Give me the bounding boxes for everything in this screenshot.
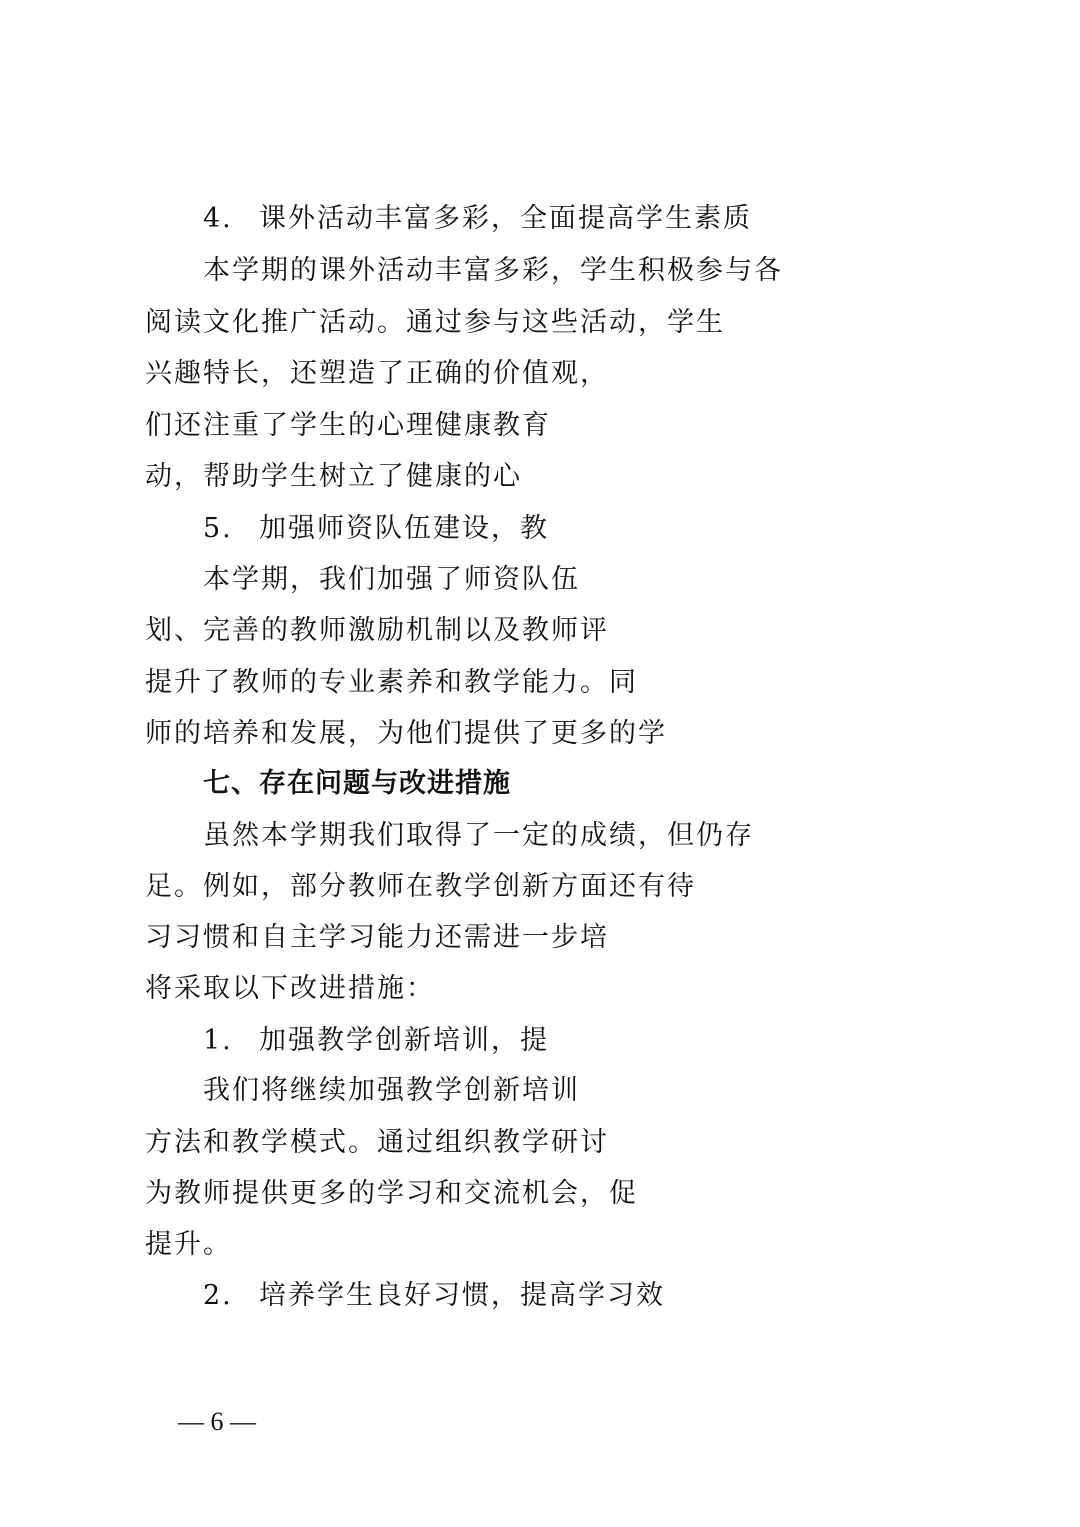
subheading-4 [203, 202, 752, 236]
paragraph-line: 师的培养和发展，为他们提供了更多的学 [145, 718, 667, 749]
item-number: 5. [203, 513, 233, 544]
paragraph-line: 习习惯和自主学习能力还需进一步培 [145, 922, 609, 953]
page-number: — 6 — [178, 1407, 256, 1436]
paragraph-line: 们还注重了学生的心理健康教育 [145, 410, 551, 441]
subheading-5 [203, 512, 549, 546]
subheading-2 [203, 1279, 665, 1313]
item-number: 4. [203, 203, 233, 234]
paragraph-line: 虽然本学期我们取得了一定的成绩，但仍存 [203, 820, 754, 851]
paragraph-line: 兴趣特长，还塑造了正确的价值观， [145, 358, 609, 389]
paragraph-line: 提升。 [145, 1229, 232, 1260]
subheading-1 [203, 1024, 549, 1058]
paragraph-line: 提升了教师的专业素养和教学能力。同 [145, 667, 638, 698]
paragraph-line: 足。例如，部分教师在教学创新方面还有待 [145, 871, 696, 902]
subheading-text: 加强教学创新培训，提 [259, 1025, 549, 1056]
paragraph-line: 动，帮助学生树立了健康的心 [145, 461, 522, 492]
item-number: 2. [203, 1280, 233, 1311]
item-number: 1. [203, 1025, 233, 1056]
subheading-text: 课外活动丰富多彩，全面提高学生素质 [259, 203, 752, 234]
paragraph-line: 阅读文化推广活动。通过参与这些活动，学生 [145, 307, 725, 338]
subheading-text: 加强师资队伍建设，教 [259, 513, 549, 544]
paragraph-line: 划、完善的教师激励机制以及教师评 [145, 615, 609, 646]
paragraph-line: 本学期，我们加强了师资队伍 [203, 564, 580, 595]
paragraph-line: 本学期的课外活动丰富多彩，学生积极参与各 [203, 255, 783, 286]
section-heading: 七、存在问题与改进措施 [203, 768, 511, 799]
subheading-text: 培养学生良好习惯，提高学习效 [259, 1280, 665, 1311]
paragraph-line: 为教师提供更多的学习和交流机会，促 [145, 1178, 638, 1209]
paragraph-line: 我们将继续加强教学创新培训 [203, 1075, 580, 1106]
paragraph-line: 方法和教学模式。通过组织教学研讨 [145, 1127, 609, 1158]
paragraph-line: 将采取以下改进措施： [145, 973, 435, 1004]
